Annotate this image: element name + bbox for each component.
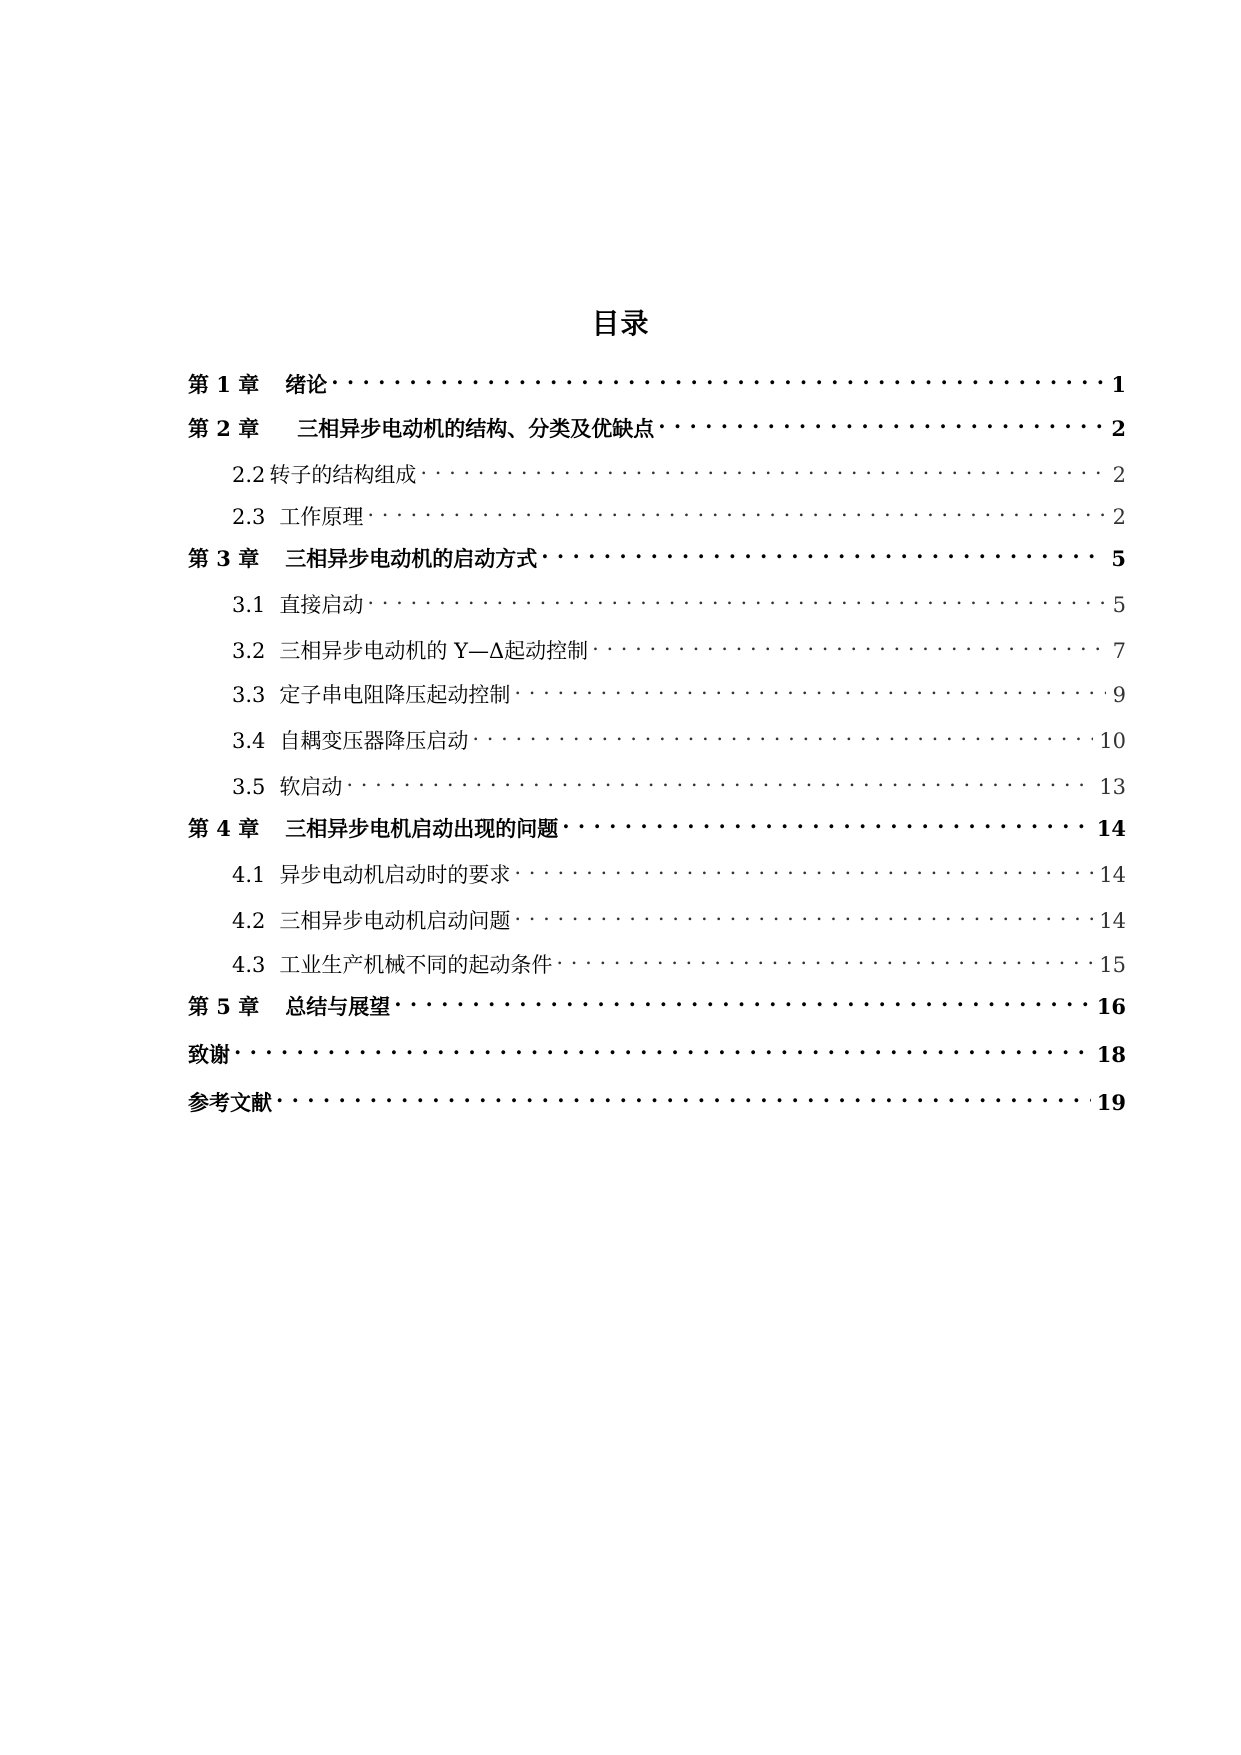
dot-leader [367, 494, 1106, 524]
toc-entry-number: 2.3 [232, 505, 266, 529]
toc-entry-text: 三相异步电动机的结构、分类及优缺点 [297, 416, 655, 441]
toc-title: 目录 [591, 307, 650, 340]
toc-entry-page: 13 [1099, 775, 1126, 799]
toc-entry-section-4-1[interactable] [232, 852, 1126, 887]
dot-leader [394, 984, 1091, 1014]
toc-entry-text: 三相异步电动机启动问题 [279, 909, 511, 933]
toc-entry-number: 第 1 章 [188, 372, 260, 397]
toc-entry-number: 第 2 章 [188, 416, 260, 441]
toc-entry-text: 致谢 [188, 1042, 230, 1067]
toc-entry-number: 4.1 [232, 863, 266, 887]
toc-entry-page: 18 [1096, 1042, 1126, 1067]
dot-leader [472, 718, 1093, 748]
toc-entry-text: 参考文献 [188, 1090, 272, 1115]
toc-entry-number: 4.2 [232, 909, 266, 933]
toc-entry-text: 三相异步电动机的 Y—Δ起动控制 [279, 639, 589, 663]
dot-leader [420, 452, 1106, 482]
toc-entry-section-3-5[interactable] [232, 764, 1126, 799]
dot-leader [556, 942, 1093, 972]
toc-entry-number: 2.2 [232, 463, 266, 487]
toc-entry-section-3-3[interactable] [232, 672, 1126, 707]
toc-entry-page: 14 [1096, 816, 1126, 841]
toc-entry-page: 7 [1112, 639, 1126, 663]
dot-leader [276, 1080, 1091, 1110]
toc-entry-page: 9 [1112, 683, 1126, 707]
toc-entry-text: 三相异步电机启动出现的问题 [285, 816, 559, 841]
toc-entry-page: 19 [1096, 1090, 1126, 1115]
toc-entry-page: 16 [1096, 994, 1126, 1019]
toc-entry-number: 4.3 [232, 953, 266, 977]
toc-entry-page: 10 [1099, 729, 1126, 753]
dot-leader [514, 672, 1106, 702]
dot-leader [514, 852, 1093, 882]
toc-entry-number: 第 4 章 [188, 816, 260, 841]
toc-entry-number: 第 5 章 [188, 994, 260, 1019]
toc-entry-text: 软启动 [279, 775, 343, 799]
toc-entry-number: 3.3 [232, 683, 266, 707]
dot-leader [562, 806, 1091, 836]
toc-entry-page: 15 [1099, 953, 1126, 977]
toc-entry-number: 3.5 [232, 775, 266, 799]
toc-entry-number: 第 3 章 [188, 546, 260, 571]
toc-entry-text: 定子串电阻降压起动控制 [279, 683, 511, 707]
toc-entry-text: 直接启动 [279, 593, 364, 617]
toc-entry-page: 14 [1099, 909, 1126, 933]
toc-entry-chapter-2[interactable] [188, 406, 1126, 441]
toc-entry-section-3-2[interactable] [232, 628, 1126, 663]
dot-leader [658, 406, 1105, 436]
toc-entry-text: 自耦变压器降压启动 [279, 729, 469, 753]
toc-entry-chapter-3[interactable] [188, 536, 1126, 571]
toc-entry-text: 工业生产机械不同的起动条件 [279, 953, 553, 977]
toc-entry-page: 5 [1112, 593, 1126, 617]
toc-entry-number: 3.1 [232, 593, 266, 617]
dot-leader [346, 764, 1093, 794]
dot-leader [234, 1032, 1091, 1062]
toc-entry-page: 2 [1112, 505, 1126, 529]
toc-entry-text: 工作原理 [279, 505, 364, 529]
toc-entry-page: 1 [1111, 372, 1126, 397]
toc-entry-section-3-1[interactable] [232, 582, 1126, 617]
toc-entry-references[interactable] [188, 1080, 1126, 1115]
dot-leader [367, 582, 1106, 612]
toc-entry-chapter-1[interactable] [188, 362, 1126, 397]
toc-entry-page: 5 [1111, 546, 1126, 571]
toc-entry-number: 3.4 [232, 729, 266, 753]
toc-entry-acknowledgements[interactable] [188, 1032, 1126, 1067]
toc-entry-text: 总结与展望 [285, 994, 391, 1019]
toc-entry-page: 2 [1111, 416, 1126, 441]
toc-entry-section-4-2[interactable] [232, 898, 1126, 933]
dot-leader [541, 536, 1105, 566]
toc-entry-section-4-3[interactable] [232, 942, 1126, 977]
dot-leader [514, 898, 1093, 928]
dot-leader [592, 628, 1106, 658]
toc-entry-chapter-5[interactable] [188, 984, 1126, 1019]
toc-entry-section-2-3[interactable] [232, 494, 1126, 529]
toc-entry-chapter-4[interactable] [188, 806, 1126, 841]
toc-entry-page: 14 [1099, 863, 1126, 887]
toc-entry-number: 3.2 [232, 639, 266, 663]
toc-entry-page: 2 [1112, 463, 1126, 487]
toc-entry-section-3-4[interactable] [232, 718, 1126, 753]
toc-entry-text: 异步电动机启动时的要求 [279, 863, 511, 887]
toc-entry-text: 转子的结构组成 [269, 463, 417, 487]
toc-entry-text: 绪论 [285, 372, 328, 397]
toc-entry-text: 三相异步电动机的启动方式 [285, 546, 538, 571]
dot-leader [331, 362, 1105, 392]
toc-entry-section-2-2[interactable] [232, 452, 1126, 487]
